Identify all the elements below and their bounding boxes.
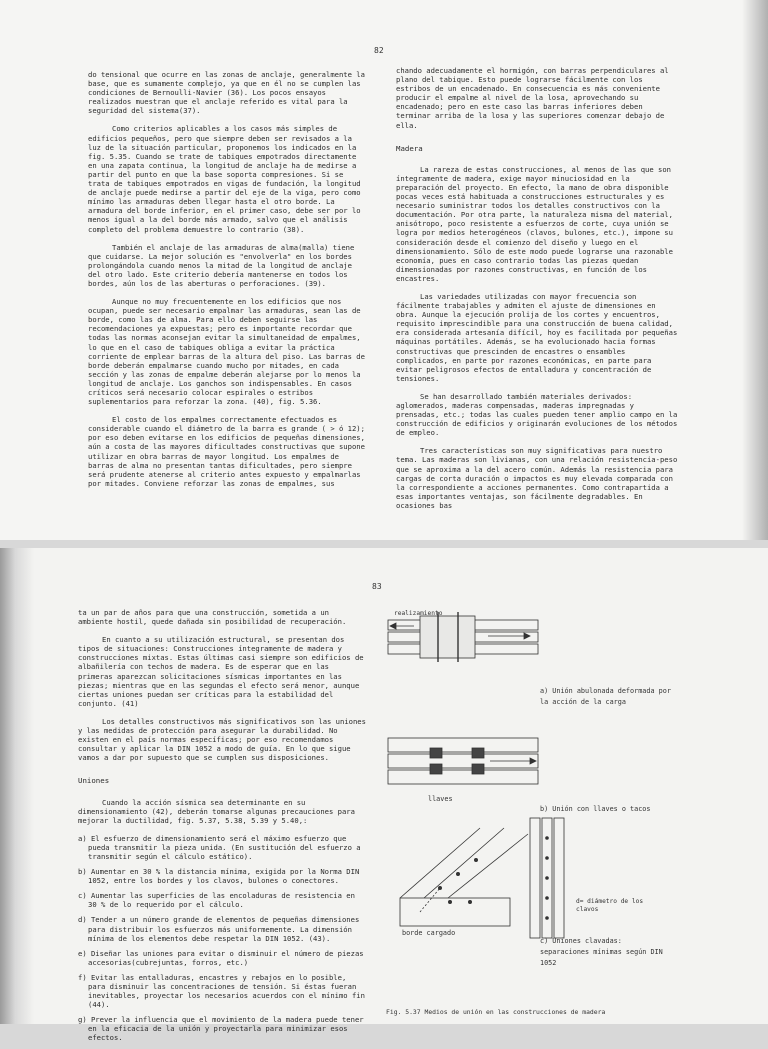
section-heading-madera: Madera	[396, 143, 423, 153]
figure-label-a: a) Unión abulonada deformada por la acción de la carga	[540, 687, 671, 706]
paragraph: Se han desarrollado también materiales derivados: aglomerados, maderas compensadas, maderas impregnadas y prensadas, etc.; todas las cuales pueden tener amplio campo en la construcción de edificios y originarán evoluciones de los métodos de empleo.	[396, 391, 678, 438]
page-number: 83	[372, 582, 382, 591]
paragraph: Tres características son muy significativas para nuestro tema. Las maderas son livianas, con una relación resistencia-peso que se aproxima a la del acero común. Además la resistencia para cargas de corta duración o impactos es muy elevada comparada con la correspondiente a acciones permanentes. Como contrapartida a esas importantes ventajas, son fácilmente degradables. En ocasiones bas	[396, 446, 678, 510]
paragraph: Las variedades utilizadas con mayor frecuencia son fácilmente trabajables y admiten el ajuste de dimensiones en obra. Aunque la ejecución prolija de los cortes y encuentros, requisito imprescindible para una construcción de buena calidad, era considerada artesanía difícil, hoy es facilitada por pequeñas máquinas portátiles. Además, se ha evolucionado hacia formas constructivas que prescinden de encastres o ensambles complicados, en parte por razones económicas, en parte para evitar peligrosos efectos de entalladura y concentración de tensiones.	[396, 291, 678, 383]
figure-text-realizamiento: realizamiento	[394, 610, 443, 617]
list	[78, 834, 366, 1043]
paragraph: Los detalles constructivos más significativos son las uniones y las medidas de protección para asegurar la durabilidad. No existen en el país normas específicas; por eso recomendamos consultar y aplicar la DIN 1052 a modo de guía. En lo que sigue vamos a dar por supuesto que se cumplen sus disposiciones.	[78, 716, 366, 763]
paragraph: El costo de los empalmes correctamente efectuados es considerable cuando el diámetro de la barra es grande ( > ó 12); por eso deben evitarse en los edificios de pequeñas dimensiones, aún a costa de las mayores dificultades constructivas que supone utilizar en obra barras de mayor longitud. Los empalmes de barras de alma no presentan tantas dificultades, pero siempre será prudente atenerse al criterio antes expuesto y empalmarlas por mitades. Conviene reforzar las zonas de empalmes, sus	[88, 415, 365, 488]
list-item: b) Aumentar en 30 % la distancia mínima, exigida por la Norma DIN 1052, entre los bordes y los clavos, bulones o conectores.	[78, 867, 360, 886]
list-item: g) Prever la influencia que el movimiento de la madera puede tener en la eficacia de la unión y proyectarla para minimizar esos efectos.	[78, 1015, 364, 1043]
list-item: a) El esfuerzo de dimensionamiento será el máximo esfuerzo que pueda transmitir la pieza unida. (En sustitución del esfuerzo a transmitir según el cálculo estático).	[78, 833, 361, 861]
left-column	[78, 608, 366, 1049]
figure-text-llaves: llaves	[428, 795, 453, 803]
figure-5-37	[380, 598, 680, 1018]
list-item: d) Tender a un número grande de elementos de pequeñas dimensiones para distribuir los esfuerzos más uniformemente. La dimensión mínima de los elementos debe respetar la DIN 1052. (43).	[78, 915, 360, 943]
paragraph: Aunque no muy frecuentemente en los edificios que nos ocupan, puede ser necesario empalmar las armaduras, sean las de borde, como las de alma. Para ello deben seguirse las recomendaciones ya expuestas; pero es importante recordar que todas las normas aconsejan evitar la simultaneidad de empalmes, lo que en el caso de tabiques obliga a evitar la práctica corriente de emplear barras de la altura del piso. Las barras de borde deberán empalmarse cuando mucho por mitades, en cada sección y las zonas de empalme deberán alejarse por lo menos la longitud de anclaje. Los ganchos son indispensables. En casos críticos será necesario colocar espirales o estribos suplementarios para reforzar la zona. (40), fig. 5.36.	[88, 297, 365, 407]
paragraph: La rareza de estas construcciones, al menos de las que son íntegramente de madera, exige mayor minuciosidad en la preparación del proyecto. En efecto, la mano de obra disponible pocas veces está habituada a construcciones estructurales y es necesario suministrar todos los detalles constructivos con la documentación. Por otra parte, la naturaleza misma del material, anisótropo, poco resistente a esfuerzos de corte, cuya unión se logra por medios heterogéneos (clavos, bulones, etc.), impone su consideración desde el comienzo del diseño y luego en el dimensionamiento. Sólo de este modo puede lograrse una razonable economía, pues en caso contrario todas las piezas quedan dimensionadas por razones constructivas, en función de los encastres.	[396, 164, 673, 283]
left-column	[88, 70, 368, 497]
paragraph: do tensional que ocurre en las zonas de anclaje, generalmente la base, que es sumamente complejo, ya que en él no se cumplen las condiciones de Bernoulli-Navier (36). Los pocos ensayos realizados muestran que el anclaje referido es vital para la seguridad del sistema(37).	[88, 70, 365, 116]
list-item: c) Aumentar las superficies de las encoladuras de resistencia en 30 % de lo requerido por el cálculo.	[78, 891, 355, 910]
right-column	[396, 66, 678, 519]
figure-text-borde: borde cargado	[402, 929, 456, 937]
list-item: f) Evitar las entalladuras, encastres y rebajos en lo posible, para disminuir las concentraciones de tensión. Si éstas fueran inevitables, proyectar los necesarios acuerdos con el mínimo fin (44).	[78, 972, 365, 1010]
paragraph: Cuando la acción sísmica sea determinante en su dimensionamiento (42), deberán tomarse algunas precauciones para mejorar la ductilidad, fig. 5.37, 5.38, 5.39 y 5.40,:	[78, 797, 355, 825]
figure-label-b: b) Unión con llaves o tacos	[540, 805, 651, 813]
paragraph: También el anclaje de las armaduras de alma(malla) tiene que cuidarse. La mejor solución es "envolverla" en los bordes prolongándola cuando menos la mitad de la longitud de anclaje del otro lado. Este criterio debería mantenerse en todos los bordes, aún los de las aberturas o perforaciones. (39).	[88, 242, 355, 288]
page-edge-shadow	[742, 0, 768, 540]
nailed-joint-diagram	[400, 818, 564, 938]
page-83	[0, 548, 768, 1043]
page-edge-shadow	[0, 548, 34, 1024]
list-item: e) Diseñar las uniones para evitar o disminuir el número de piezas accesorias(cubrejuntas, forros, etc.)	[78, 948, 364, 967]
page-number: 82	[374, 46, 384, 55]
paragraph: chando adecuadamente el hormigón, con barras perpendiculares al plano del tabique. Esto puede lograrse fácilmente con los estribos de un encadenado. En consecuencia es más conveniente producir el empalme al nivel de la losa, aprovechando su encadenado; pero en este caso las barras inferiores deben terminar arriba de la losa y las superiores comenzar debajo de ella.	[396, 66, 669, 130]
section-heading-uniones: Uniones	[78, 776, 110, 786]
keyed-joint-diagram	[388, 738, 538, 784]
paragraph: ta un par de años para que una construcción, sometida a un ambiente hostil, quede dañada sin posibilidad de recuperación.	[78, 608, 347, 627]
figure-label-c: c) Uniones clavadas: separaciones mínimas según DIN 1052	[540, 937, 663, 967]
bolted-joint-diagram	[388, 612, 538, 662]
figure-caption: Fig. 5.37 Medios de unión en las construcciones de madera	[386, 1008, 606, 1016]
figure-text-diametro: d= diámetro de los clavos	[576, 898, 644, 913]
paragraph: Como criterios aplicables a los casos más simples de edificios pequeños, pero que siempre deben ser revisados a la luz de la situación particular, proponemos los indicados en la fig. 5.35. Cuando se trate de tabiques empotrados directamente en una zapata continua, la longitud de anclaje ha de medirse a partir del punto en que la base soporta compresiones. Si se trata de tabiques empotrados en vigas de fundación, la longitud de anclaje puede medirse a partir del eje de la viga, pero como mínimo las armaduras deben llegar hasta el otro borde. La armadura del borde inferior, en el primer caso, debe ser por lo menos igual a la del borde más armado, salvo que el análisis completo del problema demuestre lo contrario (38).	[88, 124, 361, 234]
paragraph: En cuanto a su utilización estructural, se presentan dos tipos de situaciones: Construcciones íntegramente de madera y construcciones mixtas. Estas últimas casi siempre son edificios de albañilería con techos de madera. Es de esperar que en las primeras aparezcan solicitaciones sísmicas importantes en las piezas; mientras que en las segundas el efecto será menor, aunque ciertas uniones puedan ser críticas para la estabilidad del conjunto. (41)	[78, 635, 364, 708]
